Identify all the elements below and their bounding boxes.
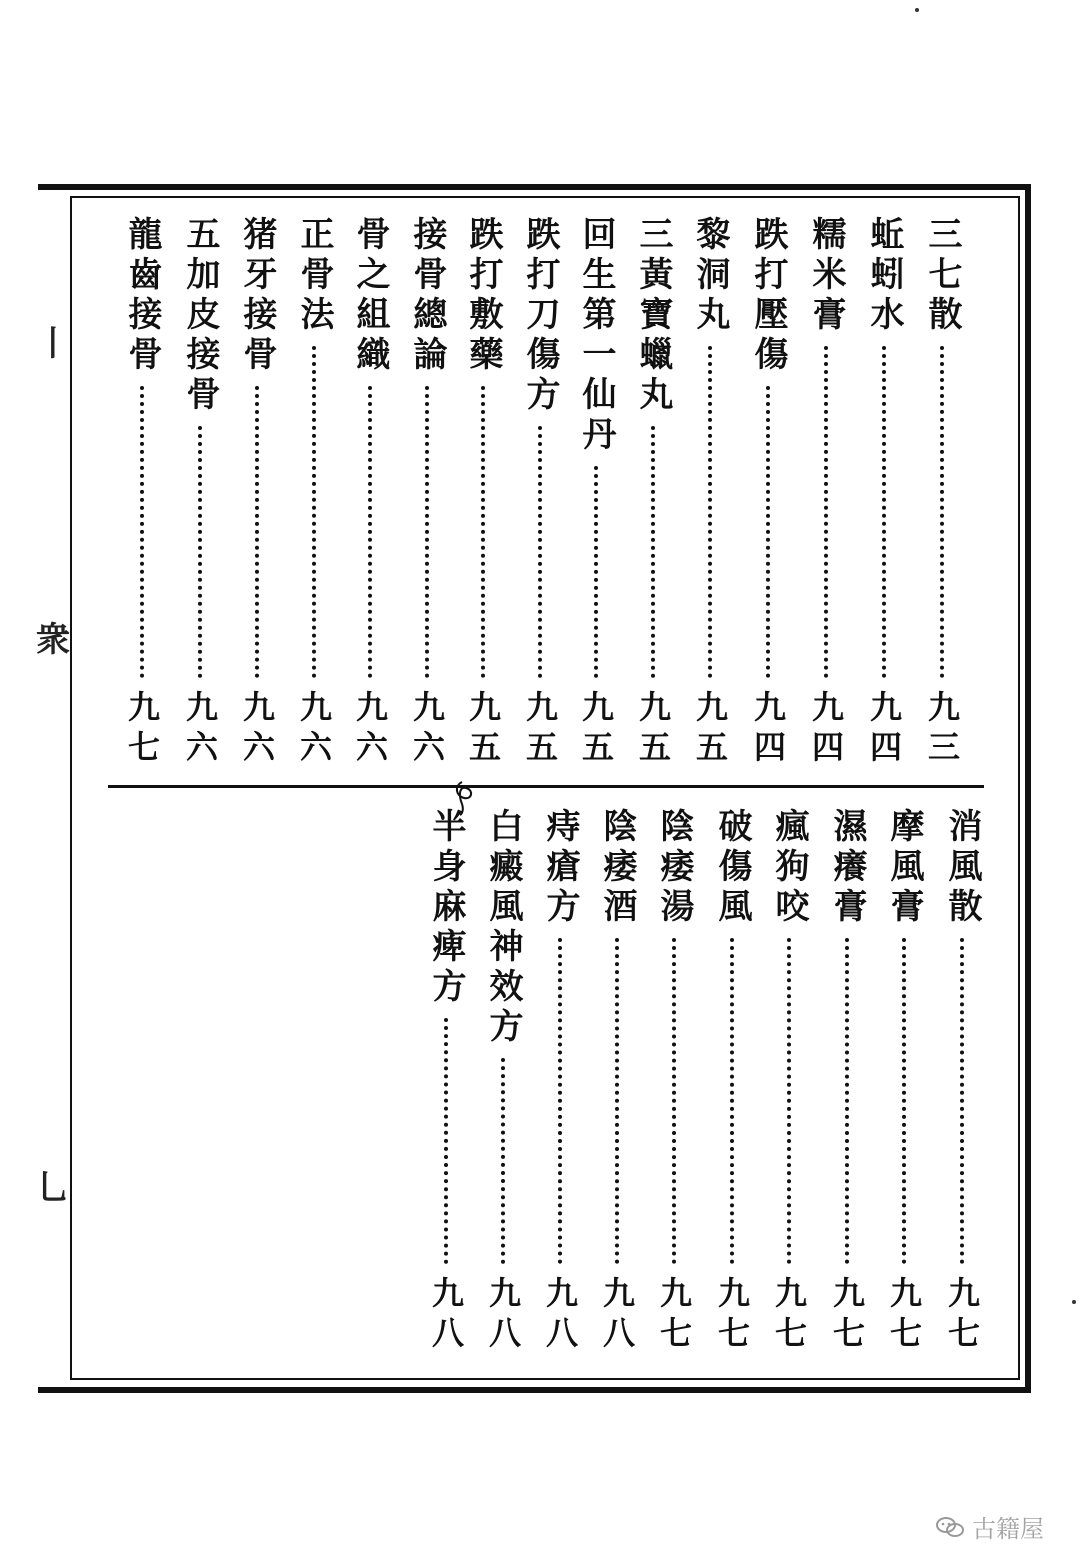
entry-title: 黎洞丸 — [690, 216, 730, 336]
toc-entry — [627, 216, 679, 770]
entry-title: 跌打刀傷方 — [520, 216, 560, 416]
toc-entry — [821, 808, 873, 1356]
toc-entry — [457, 216, 509, 770]
entry-title: 跌打壓傷 — [748, 216, 788, 376]
entry-page-number: 九七 — [770, 1276, 808, 1356]
toc-entry — [174, 216, 226, 770]
toc-entry — [344, 216, 396, 770]
entry-title: 糯米膏 — [806, 216, 846, 336]
entry-page-number: 九五 — [464, 690, 502, 770]
entry-page-number: 九八 — [598, 1276, 636, 1356]
entry-title: 骨之組織 — [350, 216, 390, 376]
entry-page-number: 九三 — [923, 690, 961, 770]
entry-title: 陰痿酒 — [597, 808, 637, 928]
entry-page-number: 九六 — [181, 690, 219, 770]
dot-leader — [824, 346, 828, 678]
entry-title: 陰痿湯 — [654, 808, 694, 928]
chat-bubbles-icon — [936, 1516, 964, 1538]
toc-entry — [591, 808, 643, 1356]
entry-title: 五加皮接骨 — [180, 216, 220, 416]
entry-page-number: 九六 — [408, 690, 446, 770]
dot-leader — [651, 426, 655, 678]
toc-entry — [288, 216, 340, 770]
toc-entry — [420, 808, 472, 1356]
dot-leader — [140, 386, 144, 678]
entry-title: 龍齒接骨 — [122, 216, 162, 376]
dot-leader — [558, 938, 562, 1264]
speck — [915, 8, 919, 12]
entry-title: 濕癢膏 — [827, 808, 867, 928]
dot-leader — [425, 386, 429, 678]
section-divider — [108, 785, 984, 788]
entry-page-number: 九八 — [484, 1276, 522, 1356]
entry-page-number: 九六 — [238, 690, 276, 770]
dot-leader — [368, 386, 372, 678]
entry-title: 三七散 — [922, 216, 962, 336]
dot-leader — [940, 346, 944, 678]
entry-page-number: 九五 — [521, 690, 559, 770]
entry-title: 破傷風 — [712, 808, 752, 928]
entry-page-number: 九六 — [351, 690, 389, 770]
entry-page-number: 九七 — [828, 1276, 866, 1356]
entry-page-number: 九七 — [123, 690, 161, 770]
toc-entry — [916, 216, 968, 770]
dot-leader — [481, 386, 485, 678]
entry-title: 接骨總論 — [407, 216, 447, 376]
speck — [1072, 1300, 1076, 1304]
entry-page-number: 九七 — [713, 1276, 751, 1356]
toc-entry — [706, 808, 758, 1356]
entry-page-number: 九五 — [634, 690, 672, 770]
edge-char: 乚 — [36, 1168, 70, 1208]
entry-title: 猪牙接骨 — [237, 216, 277, 376]
toc-entry — [878, 808, 930, 1356]
dot-leader — [198, 426, 202, 678]
toc-entry — [231, 216, 283, 770]
entry-title: 瘋狗咬 — [769, 808, 809, 928]
toc-entry — [800, 216, 852, 770]
entry-title: 白癜風神效方 — [483, 808, 523, 1048]
entry-page-number: 九七 — [655, 1276, 693, 1356]
entry-page-number: 九八 — [541, 1276, 579, 1356]
entry-title: 消風散 — [942, 808, 982, 928]
toc-entry — [116, 216, 168, 770]
entry-page-number: 九八 — [427, 1276, 465, 1356]
dot-leader — [538, 426, 542, 678]
dot-leader — [787, 938, 791, 1264]
dot-leader — [902, 938, 906, 1264]
toc-entry — [534, 808, 586, 1356]
dot-leader — [960, 938, 964, 1264]
toc-entry — [742, 216, 794, 770]
dot-leader — [766, 386, 770, 678]
toc-entry — [570, 216, 622, 770]
toc-entry — [401, 216, 453, 770]
entry-title: 回生第一仙丹 — [576, 216, 616, 456]
dot-leader — [882, 346, 886, 678]
toc-entry — [477, 808, 529, 1356]
edge-char: 衆 — [36, 620, 70, 660]
toc-entry — [858, 216, 910, 770]
dot-leader — [672, 938, 676, 1264]
dot-leader — [255, 386, 259, 678]
dot-leader — [312, 346, 316, 678]
entry-page-number: 九四 — [865, 690, 903, 770]
entry-title: 痔瘡方 — [540, 808, 580, 928]
entry-title: 跌打敷藥 — [463, 216, 503, 376]
dot-leader — [730, 938, 734, 1264]
dot-leader — [444, 1018, 448, 1264]
entry-page-number: 九四 — [749, 690, 787, 770]
entry-page-number: 九六 — [295, 690, 333, 770]
entry-title: 正骨法 — [294, 216, 334, 336]
dot-leader — [615, 938, 619, 1264]
watermark — [936, 1509, 1044, 1544]
toc-entry — [936, 808, 988, 1356]
watermark-text: 古籍屋 — [972, 1515, 1044, 1543]
entry-page-number: 九五 — [691, 690, 729, 770]
entry-title: 三黃寶蠟丸 — [633, 216, 673, 416]
dot-leader — [501, 1058, 505, 1264]
entry-page-number: 九五 — [577, 690, 615, 770]
toc-entry — [763, 808, 815, 1356]
entry-title: 摩風膏 — [884, 808, 924, 928]
entry-title: 半身麻痺方 — [426, 808, 466, 1008]
edge-char: 丨 — [36, 324, 70, 364]
dot-leader — [594, 466, 598, 678]
toc-entry — [684, 216, 736, 770]
dot-leader — [708, 346, 712, 678]
entry-page-number: 九七 — [943, 1276, 981, 1356]
entry-page-number: 九四 — [807, 690, 845, 770]
toc-entry — [514, 216, 566, 770]
toc-entry — [648, 808, 700, 1356]
entry-title: 蚯蚓水 — [864, 216, 904, 336]
dot-leader — [845, 938, 849, 1264]
entry-page-number: 九七 — [885, 1276, 923, 1356]
